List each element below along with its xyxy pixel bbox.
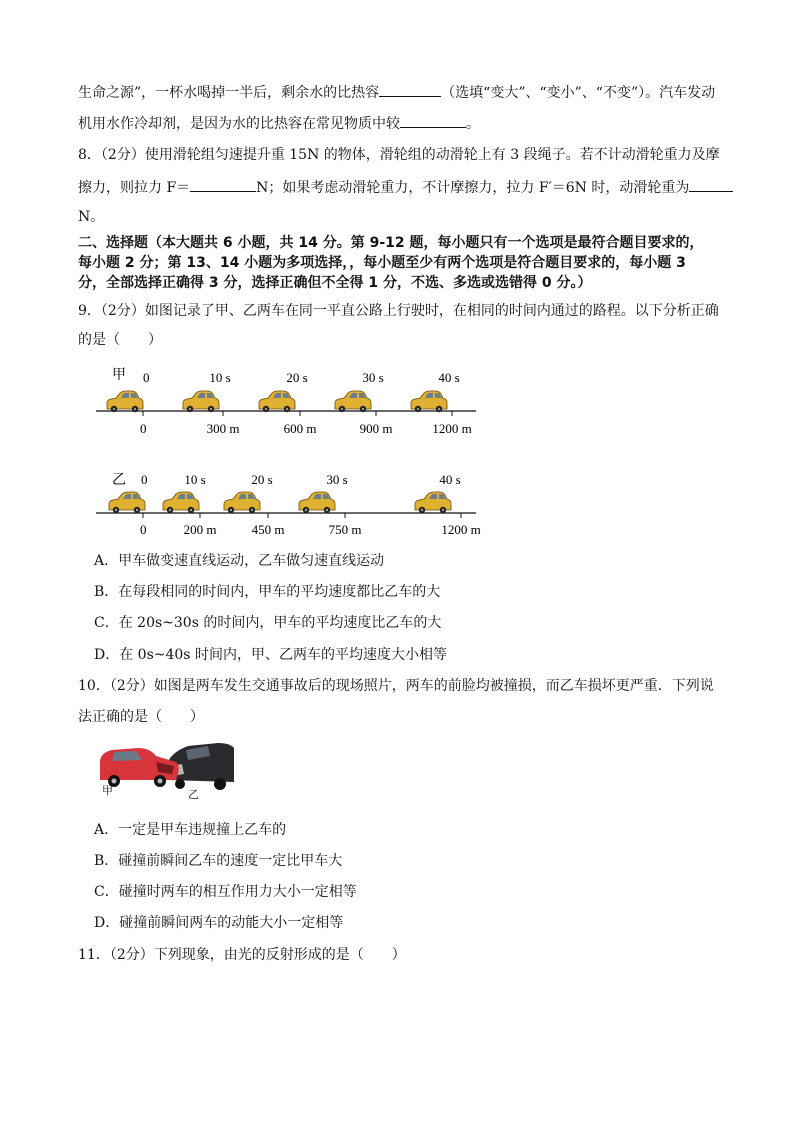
time-label: 30 s: [326, 472, 348, 487]
car-icon: [335, 391, 371, 412]
q7-line-2: 机用水作冷却剂，是因为水的比热容在常见物质中较 。: [78, 113, 480, 134]
q10-option-b[interactable]: B．碰撞前瞬间乙车的速度一定比甲车大: [94, 853, 343, 869]
section-heading-line-3: 分，全部选择正确得 3 分，选择正确但不全得 1 分，不选、多选或选错得 0 分。）: [78, 275, 592, 291]
q10-option-d[interactable]: D．碰撞前瞬间两车的动能大小一定相等: [94, 915, 344, 931]
car-icon: [107, 391, 143, 412]
car-icon: [299, 492, 335, 513]
car-icon: [415, 492, 451, 513]
distance-label: 0: [140, 421, 147, 436]
distance-label: 900 m: [359, 421, 393, 436]
distance-label: 1200 m: [441, 522, 481, 537]
distance-label: 750 m: [328, 522, 362, 537]
photo-label-left: 甲: [102, 784, 113, 797]
q9-line-2: 的是（ ）: [78, 332, 162, 348]
q7-line-1: 生命之源”，一杯水喝掉一半后，剩余水的比热容 （选填“变大”、“变小”、“不变”）。汽车发动: [78, 82, 715, 103]
distance-label: 1200 m: [432, 421, 472, 436]
distance-label: 200 m: [183, 522, 217, 537]
q9-option-d[interactable]: D．在 0s~40s 时间内，甲、乙两车的平均速度大小相等: [94, 647, 447, 663]
car-2-label: 乙: [112, 473, 126, 488]
distance-label: 0: [140, 522, 147, 537]
answer-blank[interactable]: [379, 82, 441, 97]
q8-line-3: N。: [78, 209, 105, 225]
q9-option-a[interactable]: A．甲车做变速直线运动，乙车做匀速直线运动: [94, 553, 385, 569]
time-label: 20 s: [251, 472, 273, 487]
time-label: 40 s: [439, 472, 461, 487]
car-icon: [259, 391, 295, 412]
car-icon: [183, 391, 219, 412]
q10-line-2: 法正确的是（ ）: [78, 709, 204, 725]
answer-blank[interactable]: [400, 113, 466, 128]
q10-accident-photo: [98, 740, 234, 802]
q10-option-a[interactable]: A．一定是甲车违规撞上乙车的: [94, 822, 287, 838]
q10-line-1: 10．（2分）如图是两车发生交通事故后的现场照片，两车的前脸均被撞损，而乙车损坏更严重．下列说: [78, 678, 714, 694]
q9-motion-figure: [0, 355, 794, 545]
q9-option-c[interactable]: C．在 20s~30s 的时间内，甲车的平均速度比乙车的大: [94, 615, 442, 631]
q9-line-1: 9．（2分）如图记录了甲、乙两车在同一平直公路上行驶时，在相同的时间内通过的路程。以下分析正确: [78, 303, 719, 319]
time-label: 10 s: [184, 472, 206, 487]
q8-line-2: 擦力，则拉力 F＝ N；如果考虑动滑轮重力，不计摩擦力，拉力 F′＝6N 时，动滑轮重为: [78, 177, 733, 198]
car-1-label: 甲: [112, 368, 126, 383]
q10-option-c[interactable]: C．碰撞时两车的相互作用力大小一定相等: [94, 884, 357, 900]
distance-label: 450 m: [251, 522, 285, 537]
time-label: 0: [141, 472, 148, 487]
car-icon: [163, 492, 199, 513]
car-icon: [109, 492, 145, 513]
time-label: 30 s: [362, 370, 384, 385]
car-icon: [224, 492, 260, 513]
time-label: 20 s: [286, 370, 308, 385]
section-heading-line-2: 每小题 2 分；第 13、14 小题为多项选择，，每小题至少有两个选项是符合题目要求的，每小题 3: [78, 255, 686, 271]
time-label: 40 s: [438, 370, 460, 385]
q8-line-1: 8．（2分）使用滑轮组匀速提升重 15N 的物体，滑轮组的动滑轮上有 3 段绳子。若不计动滑轮重力及摩: [78, 147, 720, 163]
distance-label: 600 m: [283, 421, 317, 436]
section-heading-line-1: 二、选择题（本大题共 6 小题，共 14 分。第 9-12 题，每小题只有一个选项是最符合题目要求的，: [78, 235, 704, 251]
car-icon: [411, 391, 447, 412]
time-label: 10 s: [209, 370, 231, 385]
answer-blank[interactable]: [689, 177, 733, 192]
photo-label-right: 乙: [188, 788, 199, 801]
distance-label: 300 m: [206, 421, 240, 436]
q9-option-b[interactable]: B．在每段相同的时间内，甲车的平均速度都比乙车的大: [94, 584, 441, 600]
time-label: 0: [143, 370, 150, 385]
q11-line-1: 11．（2分）下列现象，由光的反射形成的是（ ）: [78, 947, 406, 963]
answer-blank[interactable]: [190, 177, 256, 192]
